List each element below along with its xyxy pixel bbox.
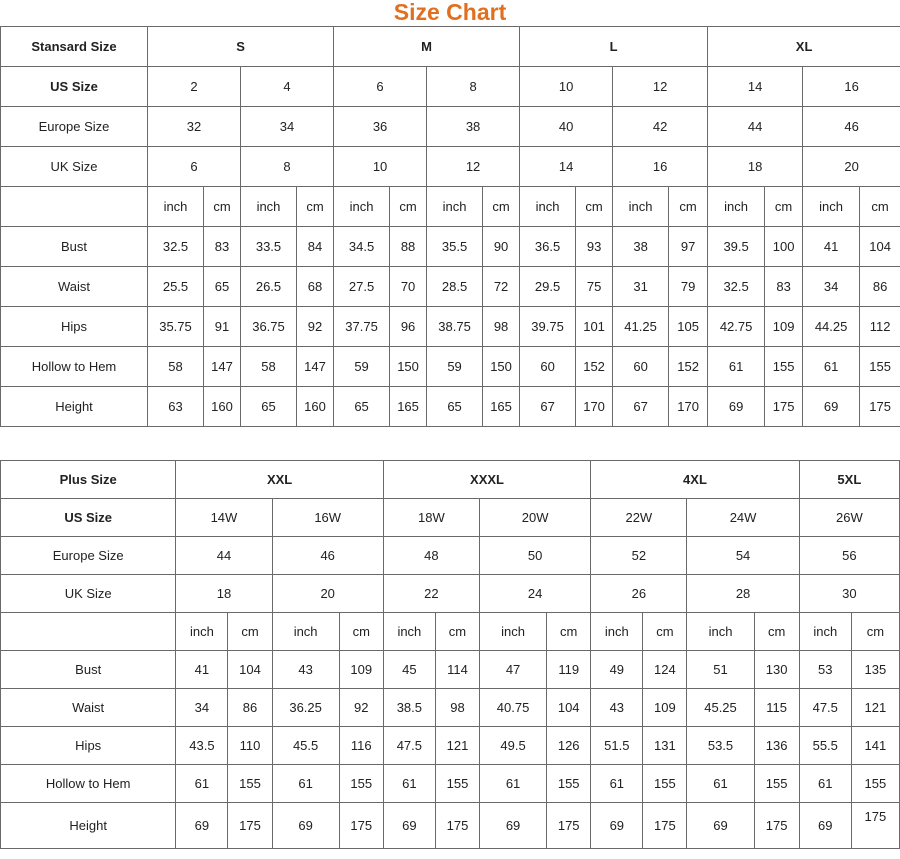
- cm-value-cell: 92: [339, 689, 383, 727]
- us-size-cell: 12: [613, 67, 708, 107]
- row-label: Hips: [1, 307, 148, 347]
- cm-value-cell: 86: [860, 267, 900, 307]
- europe-size-row: [1, 537, 900, 575]
- us-size-cell: 6: [334, 67, 427, 107]
- inch-value-cell: 47.5: [383, 727, 435, 765]
- uk-size-cell: 30: [799, 575, 899, 613]
- cm-value-cell: 175: [643, 803, 687, 849]
- plus-size-row: [1, 461, 900, 499]
- cm-value-cell: 88: [390, 227, 427, 267]
- size-header-4xl: 4XL: [591, 461, 799, 499]
- inch-value-cell: 41: [176, 651, 228, 689]
- row-label: UK Size: [1, 147, 148, 187]
- cm-value-cell: 141: [851, 727, 899, 765]
- cm-value-cell: 147: [297, 347, 334, 387]
- us-size-row: [1, 499, 900, 537]
- inch-value-cell: 61: [176, 765, 228, 803]
- cm-value-cell: 175: [754, 803, 799, 849]
- us-size-cell: 24W: [687, 499, 799, 537]
- inch-value-cell: 69: [176, 803, 228, 849]
- inch-value-cell: 26.5: [241, 267, 297, 307]
- unit-cm-label: cm: [435, 613, 479, 651]
- row-label: Europe Size: [1, 537, 176, 575]
- measure-row: [1, 387, 900, 427]
- inch-value-cell: 69: [803, 387, 860, 427]
- inch-value-cell: 51: [687, 651, 754, 689]
- inch-value-cell: 45.25: [687, 689, 754, 727]
- cm-value-cell: 75: [576, 267, 613, 307]
- inch-value-cell: 63: [148, 387, 204, 427]
- cm-value-cell: 109: [643, 689, 687, 727]
- unit-row-blank: [1, 613, 176, 651]
- unit-cm-label: cm: [765, 187, 803, 227]
- unit-inch-label: inch: [383, 613, 435, 651]
- us-size-cell: 16W: [272, 499, 383, 537]
- unit-cm-label: cm: [851, 613, 899, 651]
- uk-size-cell: 26: [591, 575, 687, 613]
- size-header-l: L: [520, 27, 708, 67]
- inch-value-cell: 65: [241, 387, 297, 427]
- measure-row: [1, 803, 900, 849]
- inch-value-cell: 39.5: [708, 227, 765, 267]
- europe-size-cell: 44: [176, 537, 272, 575]
- unit-row-blank: [1, 187, 148, 227]
- uk-size-cell: 8: [241, 147, 334, 187]
- inch-value-cell: 69: [591, 803, 643, 849]
- unit-inch-label: inch: [176, 613, 228, 651]
- inch-value-cell: 29.5: [520, 267, 576, 307]
- size-header-5xl: 5XL: [799, 461, 899, 499]
- inch-value-cell: 47.5: [799, 689, 851, 727]
- row-label: Europe Size: [1, 107, 148, 147]
- uk-size-cell: 28: [687, 575, 799, 613]
- inch-value-cell: 45: [383, 651, 435, 689]
- unit-cm-label: cm: [297, 187, 334, 227]
- europe-size-cell: 54: [687, 537, 799, 575]
- inch-value-cell: 38.75: [427, 307, 483, 347]
- cm-value-cell: 175: [339, 803, 383, 849]
- inch-value-cell: 47: [480, 651, 547, 689]
- inch-value-cell: 41.25: [613, 307, 669, 347]
- unit-inch-label: inch: [334, 187, 390, 227]
- cm-value-cell: 124: [643, 651, 687, 689]
- unit-cm-label: cm: [669, 187, 708, 227]
- cm-value-cell: 155: [547, 765, 591, 803]
- unit-inch-label: inch: [241, 187, 297, 227]
- cm-value-cell: 155: [435, 765, 479, 803]
- cm-value-cell: 98: [483, 307, 520, 347]
- inch-value-cell: 43: [591, 689, 643, 727]
- europe-size-cell: 36: [334, 107, 427, 147]
- inch-value-cell: 44.25: [803, 307, 860, 347]
- size-header-s: S: [148, 27, 334, 67]
- unit-inch-label: inch: [687, 613, 754, 651]
- measure-row: [1, 267, 900, 307]
- standard-size-row: [1, 27, 900, 67]
- us-size-cell: 2: [148, 67, 241, 107]
- inch-value-cell: 35.75: [148, 307, 204, 347]
- inch-value-cell: 51.5: [591, 727, 643, 765]
- cm-value-cell: 170: [576, 387, 613, 427]
- us-size-row: [1, 67, 900, 107]
- cm-value-cell: 101: [576, 307, 613, 347]
- cm-value-cell: 150: [390, 347, 427, 387]
- inch-value-cell: 33.5: [241, 227, 297, 267]
- inch-value-cell: 31: [613, 267, 669, 307]
- cm-value-cell: 135: [851, 651, 899, 689]
- inch-value-cell: 35.5: [427, 227, 483, 267]
- cm-value-cell: 93: [576, 227, 613, 267]
- cm-value-cell: 121: [435, 727, 479, 765]
- measure-row: [1, 227, 900, 267]
- europe-size-cell: 46: [803, 107, 900, 147]
- unit-inch-label: inch: [520, 187, 576, 227]
- inch-value-cell: 34.5: [334, 227, 390, 267]
- cm-value-cell: 175: [765, 387, 803, 427]
- inch-value-cell: 32.5: [148, 227, 204, 267]
- europe-size-cell: 32: [148, 107, 241, 147]
- cm-value-cell: 79: [669, 267, 708, 307]
- inch-value-cell: 25.5: [148, 267, 204, 307]
- us-size-cell: 14: [708, 67, 803, 107]
- cm-value-cell: 109: [765, 307, 803, 347]
- inch-value-cell: 42.75: [708, 307, 765, 347]
- cm-value-cell: [851, 803, 899, 849]
- europe-size-cell: 34: [241, 107, 334, 147]
- cm-value-cell: 160: [297, 387, 334, 427]
- inch-value-cell: 61: [272, 765, 339, 803]
- us-size-cell: 20W: [480, 499, 591, 537]
- cm-value-cell: 152: [576, 347, 613, 387]
- uk-size-cell: 12: [427, 147, 520, 187]
- cm-value-cell: 68: [297, 267, 334, 307]
- inch-value-cell: 53.5: [687, 727, 754, 765]
- unit-cm-label: cm: [204, 187, 241, 227]
- standard-size-corner: Stansard Size: [1, 27, 148, 67]
- cm-value-cell: 152: [669, 347, 708, 387]
- inch-value-cell: 38: [613, 227, 669, 267]
- inch-value-cell: 60: [613, 347, 669, 387]
- cm-value-cell: 155: [765, 347, 803, 387]
- size-chart-title: Size Chart: [393, 0, 507, 25]
- unit-cm-label: cm: [339, 613, 383, 651]
- cm-value-cell: 131: [643, 727, 687, 765]
- inch-value-cell: 61: [480, 765, 547, 803]
- inch-value-cell: 59: [334, 347, 390, 387]
- inch-value-cell: 49: [591, 651, 643, 689]
- inch-value-cell: 45.5: [272, 727, 339, 765]
- inch-value-cell: 49.5: [480, 727, 547, 765]
- unit-cm-label: cm: [483, 187, 520, 227]
- cm-value-cell: 114: [435, 651, 479, 689]
- cm-value-cell: 109: [339, 651, 383, 689]
- inch-value-cell: 32.5: [708, 267, 765, 307]
- inch-value-cell: 36.25: [272, 689, 339, 727]
- inch-value-cell: 61: [591, 765, 643, 803]
- inch-value-cell: 43: [272, 651, 339, 689]
- cm-value-cell: 136: [754, 727, 799, 765]
- europe-size-cell: 48: [383, 537, 479, 575]
- measure-row: [1, 727, 900, 765]
- us-size-cell: 10: [520, 67, 613, 107]
- cm-value-cell: 175: [228, 803, 272, 849]
- europe-size-cell: 52: [591, 537, 687, 575]
- inch-value-cell: 65: [334, 387, 390, 427]
- measure-row: [1, 307, 900, 347]
- us-size-cell: 8: [427, 67, 520, 107]
- europe-size-cell: 44: [708, 107, 803, 147]
- uk-size-cell: 22: [383, 575, 479, 613]
- row-label: Height: [1, 387, 148, 427]
- inch-value-cell: 58: [148, 347, 204, 387]
- cm-value-cell: 96: [390, 307, 427, 347]
- cm-value-cell: 97: [669, 227, 708, 267]
- inch-value-cell: 60: [520, 347, 576, 387]
- cm-value-cell: 104: [547, 689, 591, 727]
- unit-row: [1, 187, 900, 227]
- cm-value-cell: 98: [435, 689, 479, 727]
- cm-value-cell: 126: [547, 727, 591, 765]
- inch-value-cell: 67: [613, 387, 669, 427]
- europe-size-cell: 38: [427, 107, 520, 147]
- unit-inch-label: inch: [591, 613, 643, 651]
- cm-value-text: 175: [864, 809, 887, 824]
- cm-value-cell: 170: [669, 387, 708, 427]
- uk-size-cell: 18: [708, 147, 803, 187]
- inch-value-cell: 37.75: [334, 307, 390, 347]
- cm-value-cell: 155: [228, 765, 272, 803]
- row-label: UK Size: [1, 575, 176, 613]
- cm-value-cell: 90: [483, 227, 520, 267]
- unit-cm-label: cm: [228, 613, 272, 651]
- europe-size-cell: 46: [272, 537, 383, 575]
- uk-size-cell: 20: [272, 575, 383, 613]
- inch-value-cell: 65: [427, 387, 483, 427]
- europe-size-cell: 50: [480, 537, 591, 575]
- measure-row: [1, 689, 900, 727]
- standard-size-table: [0, 26, 900, 427]
- unit-inch-label: inch: [708, 187, 765, 227]
- inch-value-cell: 61: [687, 765, 754, 803]
- unit-inch-label: inch: [613, 187, 669, 227]
- measure-row: [1, 651, 900, 689]
- row-label: Bust: [1, 227, 148, 267]
- inch-value-cell: 38.5: [383, 689, 435, 727]
- europe-size-cell: 42: [613, 107, 708, 147]
- us-size-cell: 14W: [176, 499, 272, 537]
- cm-value-cell: 165: [483, 387, 520, 427]
- plus-size-table: [0, 460, 900, 849]
- row-label: Bust: [1, 651, 176, 689]
- measure-row: [1, 347, 900, 387]
- cm-value-cell: 160: [204, 387, 241, 427]
- unit-inch-label: inch: [272, 613, 339, 651]
- europe-size-row: [1, 107, 900, 147]
- cm-value-cell: 104: [228, 651, 272, 689]
- unit-inch-label: inch: [480, 613, 547, 651]
- cm-value-cell: 147: [204, 347, 241, 387]
- size-header-m: M: [334, 27, 520, 67]
- inch-value-cell: 36.75: [241, 307, 297, 347]
- unit-inch-label: inch: [799, 613, 851, 651]
- cm-value-cell: 104: [860, 227, 900, 267]
- inch-value-cell: 59: [427, 347, 483, 387]
- size-header-xxl: XXL: [176, 461, 383, 499]
- inch-value-cell: 61: [383, 765, 435, 803]
- cm-value-cell: 83: [765, 267, 803, 307]
- unit-inch-label: inch: [148, 187, 204, 227]
- unit-row: [1, 613, 900, 651]
- row-label: Waist: [1, 689, 176, 727]
- cm-value-cell: 91: [204, 307, 241, 347]
- cm-value-cell: 100: [765, 227, 803, 267]
- inch-value-cell: 39.75: [520, 307, 576, 347]
- europe-size-cell: 40: [520, 107, 613, 147]
- uk-size-cell: 18: [176, 575, 272, 613]
- cm-value-cell: 175: [547, 803, 591, 849]
- row-label: Waist: [1, 267, 148, 307]
- inch-value-cell: 61: [799, 765, 851, 803]
- unit-cm-label: cm: [754, 613, 799, 651]
- cm-value-cell: 155: [339, 765, 383, 803]
- row-label: Height: [1, 803, 176, 849]
- cm-value-cell: 65: [204, 267, 241, 307]
- uk-size-cell: 20: [803, 147, 900, 187]
- cm-value-cell: 165: [390, 387, 427, 427]
- cm-value-cell: 92: [297, 307, 334, 347]
- row-label: Hollow to Hem: [1, 347, 148, 387]
- unit-cm-label: cm: [860, 187, 900, 227]
- inch-value-cell: 55.5: [799, 727, 851, 765]
- uk-size-cell: 24: [480, 575, 591, 613]
- inch-value-cell: 53: [799, 651, 851, 689]
- inch-value-cell: 36.5: [520, 227, 576, 267]
- cm-value-cell: 84: [297, 227, 334, 267]
- unit-cm-label: cm: [643, 613, 687, 651]
- cm-value-cell: 150: [483, 347, 520, 387]
- cm-value-cell: 175: [435, 803, 479, 849]
- cm-value-cell: 175: [860, 387, 900, 427]
- inch-value-cell: 58: [241, 347, 297, 387]
- cm-value-cell: 112: [860, 307, 900, 347]
- inch-value-cell: 34: [803, 267, 860, 307]
- europe-size-cell: 56: [799, 537, 899, 575]
- cm-value-cell: 119: [547, 651, 591, 689]
- inch-value-cell: 61: [803, 347, 860, 387]
- unit-inch-label: inch: [427, 187, 483, 227]
- row-label: US Size: [1, 499, 176, 537]
- uk-size-cell: 14: [520, 147, 613, 187]
- cm-value-cell: 86: [228, 689, 272, 727]
- uk-size-cell: 10: [334, 147, 427, 187]
- inch-value-cell: 28.5: [427, 267, 483, 307]
- inch-value-cell: 69: [708, 387, 765, 427]
- row-label: Hips: [1, 727, 176, 765]
- unit-inch-label: inch: [803, 187, 860, 227]
- cm-value-cell: 110: [228, 727, 272, 765]
- us-size-cell: 22W: [591, 499, 687, 537]
- unit-cm-label: cm: [576, 187, 613, 227]
- us-size-cell: 16: [803, 67, 900, 107]
- cm-value-cell: 105: [669, 307, 708, 347]
- inch-value-cell: 27.5: [334, 267, 390, 307]
- inch-value-cell: 34: [176, 689, 228, 727]
- inch-value-cell: 41: [803, 227, 860, 267]
- inch-value-cell: 69: [383, 803, 435, 849]
- inch-value-cell: 40.75: [480, 689, 547, 727]
- inch-value-cell: 69: [480, 803, 547, 849]
- row-label: US Size: [1, 67, 148, 107]
- cm-value-cell: 121: [851, 689, 899, 727]
- us-size-cell: 26W: [799, 499, 899, 537]
- size-header-xl: XL: [708, 27, 900, 67]
- cm-value-cell: 155: [860, 347, 900, 387]
- uk-size-cell: 16: [613, 147, 708, 187]
- measure-row: [1, 765, 900, 803]
- inch-value-cell: 43.5: [176, 727, 228, 765]
- size-header-xxxl: XXXL: [383, 461, 590, 499]
- inch-value-cell: 69: [687, 803, 754, 849]
- cm-value-cell: 72: [483, 267, 520, 307]
- inch-value-cell: 69: [272, 803, 339, 849]
- uk-size-cell: 6: [148, 147, 241, 187]
- cm-value-cell: 83: [204, 227, 241, 267]
- cm-value-cell: 116: [339, 727, 383, 765]
- cm-value-cell: 155: [851, 765, 899, 803]
- unit-cm-label: cm: [547, 613, 591, 651]
- cm-value-cell: 155: [643, 765, 687, 803]
- inch-value-cell: 61: [708, 347, 765, 387]
- cm-value-cell: 155: [754, 765, 799, 803]
- row-label: Hollow to Hem: [1, 765, 176, 803]
- us-size-cell: 4: [241, 67, 334, 107]
- uk-size-row: [1, 147, 900, 187]
- us-size-cell: 18W: [383, 499, 479, 537]
- cm-value-cell: 70: [390, 267, 427, 307]
- cm-value-cell: 115: [754, 689, 799, 727]
- plus-size-corner: Plus Size: [1, 461, 176, 499]
- inch-value-cell: 67: [520, 387, 576, 427]
- inch-value-cell: 69: [799, 803, 851, 849]
- cm-value-cell: 130: [754, 651, 799, 689]
- uk-size-row: [1, 575, 900, 613]
- unit-cm-label: cm: [390, 187, 427, 227]
